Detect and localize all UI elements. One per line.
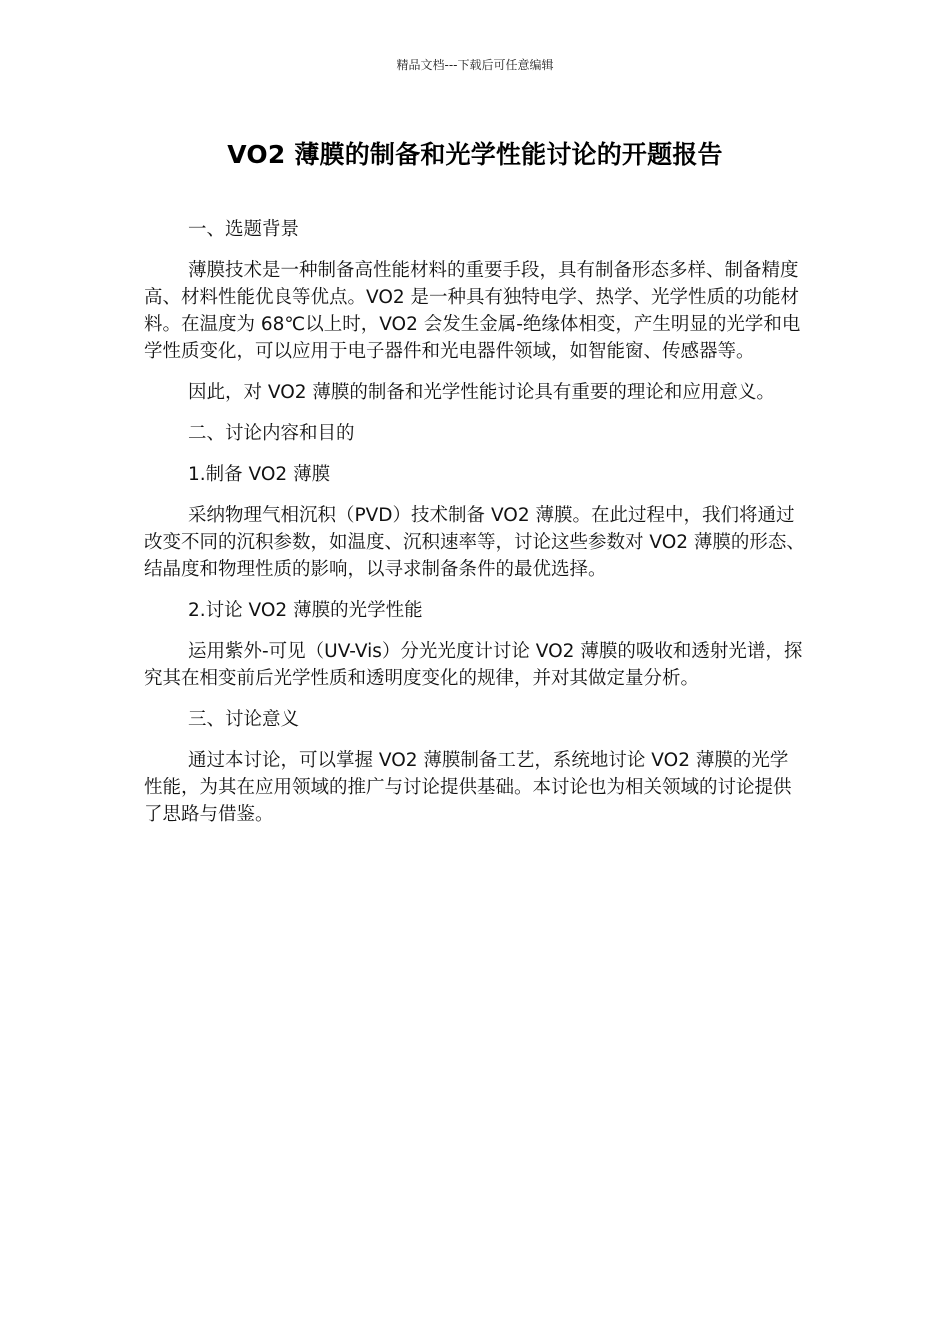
section-heading-background: 一、选题背景 — [188, 219, 300, 240]
paragraph-background-1: 薄膜技术是一种制备高性能材料的重要手段，具有制备形态多样、制备精度高、材料性能优良等优点。VO2 是一种具有独特电学、热学、光学性质的功能材料。在温度为 68℃以上时，VO2 会发生金属-绝缘体相变，产生明显的光学和电学性质变化，可以应用于电子器件和光电器件领域，如智能窗、传感器等。 — [144, 260, 801, 362]
paragraph-significance: 通过本讨论，可以掌握 VO2 薄膜制备工艺，系统地讨论 VO2 薄膜的光学性能，为其在应用领域的推广与讨论提供基础。本讨论也为相关领域的讨论提供了思路与借鉴。 — [144, 750, 792, 825]
section-heading-significance: 三、讨论意义 — [188, 709, 300, 730]
header-note: 精品文档---下载后可任意编辑 — [396, 58, 554, 72]
section-heading-content: 二、讨论内容和目的 — [188, 423, 355, 444]
subheading-item-2: 2.讨论 VO2 薄膜的光学性能 — [188, 600, 423, 621]
paragraph-item-1: 采纳物理气相沉积（PVD）技术制备 VO2 薄膜。在此过程中，我们将通过改变不同的沉积参数，如温度、沉积速率等，讨论这些参数对 VO2 薄膜的形态、结晶度和物理性质的影响，以寻求制备条件的最优选择。 — [144, 505, 805, 580]
document-body — [144, 216, 806, 842]
subheading-item-1: 1.制备 VO2 薄膜 — [188, 464, 331, 485]
paragraph-item-2: 运用紫外-可见（UV-Vis）分光光度计讨论 VO2 薄膜的吸收和透射光谱，探究其在相变前后光学性质和透明度变化的规律，并对其做定量分析。 — [144, 641, 803, 689]
document-title: VO2 薄膜的制备和光学性能讨论的开题报告 — [227, 140, 723, 169]
paragraph-background-2: 因此，对 VO2 薄膜的制备和光学性能讨论具有重要的理论和应用意义。 — [188, 382, 775, 403]
